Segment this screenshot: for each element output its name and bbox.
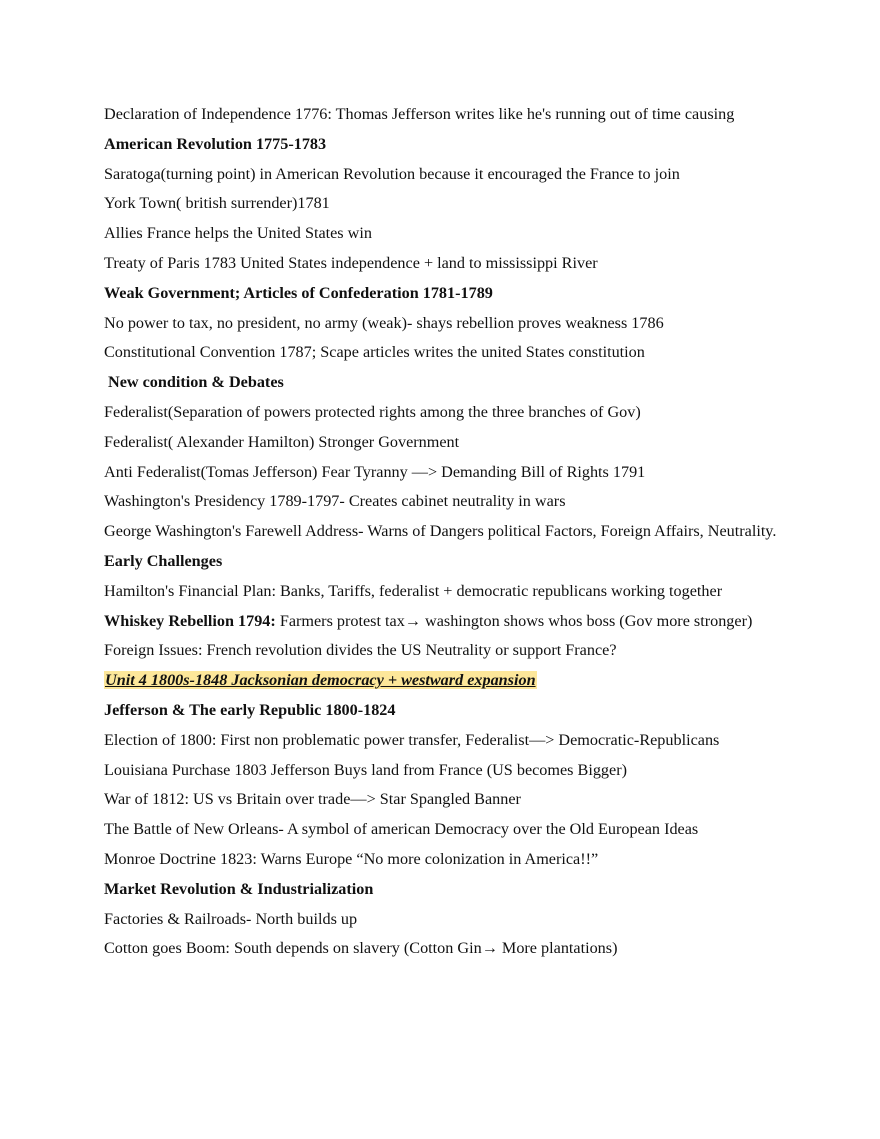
heading-jefferson-early-republic: Jefferson & The early Republic 1800-1824: [104, 700, 396, 719]
heading-weak-government: Weak Government; Articles of Confederation 1781-1789: [104, 283, 493, 302]
note-line-york-town: York Town( british surrender)1781: [104, 194, 330, 213]
note-line-foreign-issues: Foreign Issues: French revolution divides the US Neutrality or support France?: [104, 641, 617, 660]
note-line-cotton-boom: Cotton goes Boom: South depends on slavery (Cotton Gin→ More plantations): [104, 939, 618, 958]
note-line-federalist-hamilton: Federalist( Alexander Hamilton) Stronger Government: [104, 432, 460, 451]
unit-4-heading: Unit 4 1800s-1848 Jacksonian democracy + westward expansion: [105, 671, 536, 690]
heading-american-revolution: American Revolution 1775-1783: [104, 134, 327, 153]
note-line-whiskey-rebellion: [104, 607, 804, 637]
heading-market-revolution: Market Revolution & Industrialization: [104, 879, 374, 898]
whiskey-rebellion-text: Farmers protest tax→ washington shows whos boss (Gov more stronger): [275, 611, 753, 630]
heading-early-challenges: Early Challenges: [104, 551, 223, 570]
note-line-washington-presidency: Washington's Presidency 1789-1797- Creates cabinet neutrality in wars: [104, 492, 566, 511]
notes-body: [104, 100, 804, 964]
note-line-allies-france: Allies France helps the United States win: [104, 224, 372, 243]
note-line-constitutional-convention: Constitutional Convention 1787; Scape articles writes the united States constitution: [104, 343, 645, 362]
note-line-factories-railroads: Factories & Railroads- North builds up: [104, 909, 358, 928]
note-line-war-of-1812: War of 1812: US vs Britain over trade—> Star Spangled Banner: [104, 790, 521, 809]
note-line-anti-federalist: Anti Federalist(Tomas Jefferson) Fear Tyranny —> Demanding Bill of Rights 1791: [104, 462, 646, 481]
whiskey-rebellion-label: Whiskey Rebellion 1794:: [104, 611, 276, 630]
note-line-saratoga: Saratoga(turning point) in American Revolution because it encouraged the France to join: [104, 164, 680, 183]
note-line-treaty-of-paris: Treaty of Paris 1783 United States independence + land to mississippi River: [104, 253, 598, 272]
unit-4-heading-line: [104, 666, 804, 696]
note-line-no-power-to-tax: No power to tax, no president, no army (weak)- shays rebellion proves weakness 1786: [104, 313, 664, 332]
note-line-monroe-doctrine: Monroe Doctrine 1823: Warns Europe “No more colonization in America!!”: [104, 849, 599, 868]
heading-new-condition-debates: New condition & Debates: [108, 373, 284, 392]
note-line-louisiana-purchase: Louisiana Purchase 1803 Jefferson Buys land from France (US becomes Bigger): [104, 760, 627, 779]
note-line-declaration: Declaration of Independence 1776: Thomas Jefferson writes like he's running out of time causing: [104, 105, 735, 123]
note-line-farewell-address: George Washington's Farewell Address- Warns of Dangers political Factors, Foreign Affairs, Neutrality.: [104, 522, 777, 541]
note-line-federalist-separation: Federalist(Separation of powers protected rights among the three branches of Gov): [104, 402, 641, 421]
note-line-election-1800: Election of 1800: First non problematic power transfer, Federalist—> Democratic-Republicans: [104, 730, 720, 749]
note-line-battle-new-orleans: The Battle of New Orleans- A symbol of american Democracy over the Old European Ideas: [104, 820, 699, 839]
note-line-hamilton-financial-plan: Hamilton's Financial Plan: Banks, Tariffs, federalist + democratic republicans working together: [104, 581, 723, 600]
